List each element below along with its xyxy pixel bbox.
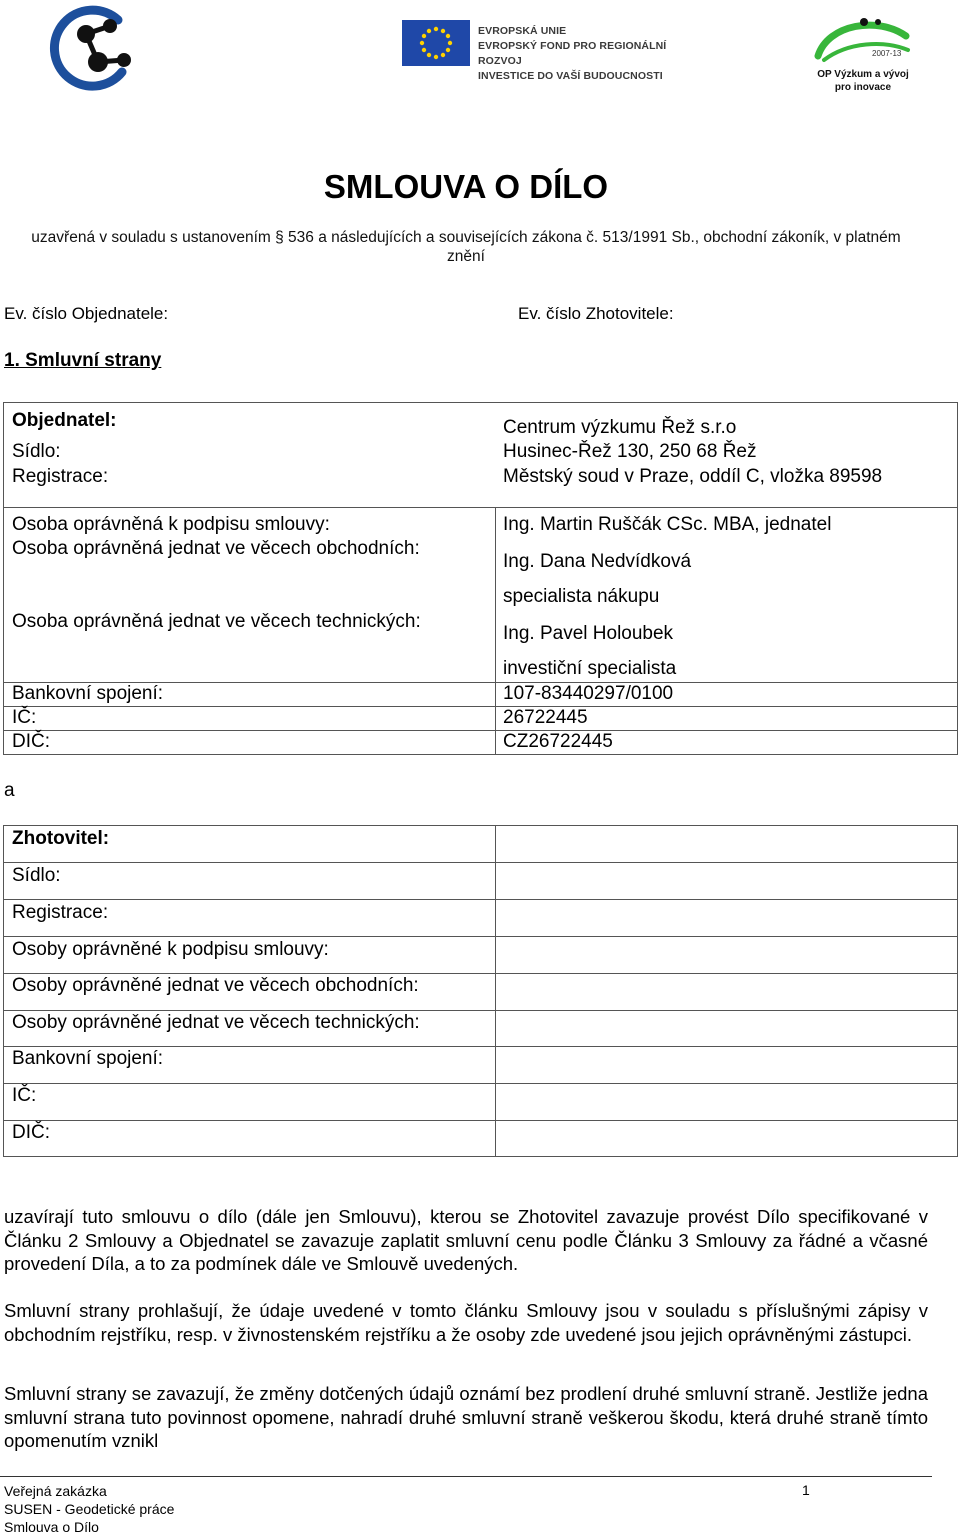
z-dic-label: DIČ: bbox=[12, 1122, 50, 1143]
row-divider bbox=[4, 862, 957, 863]
ev-number-objednatel: Ev. číslo Objednatele: bbox=[4, 304, 169, 323]
susen-logo bbox=[40, 4, 136, 94]
podpis-value: Ing. Martin Ruščák CSc. MBA, jednatel bbox=[503, 514, 832, 535]
row-divider bbox=[4, 706, 957, 707]
page-number: 1 bbox=[802, 1482, 810, 1498]
row-divider bbox=[4, 899, 957, 900]
row-divider bbox=[4, 973, 957, 974]
bank-label: Bankovní spojení: bbox=[12, 683, 164, 704]
registrace-value: Městský soud v Praze, oddíl C, vložka 89598 bbox=[503, 466, 883, 487]
row-divider bbox=[4, 507, 957, 508]
row-divider bbox=[4, 1046, 957, 1047]
objednatel-heading: Objednatel: bbox=[12, 410, 117, 431]
document-subtitle bbox=[0, 228, 932, 266]
dic-label: DIČ: bbox=[12, 731, 50, 752]
zhotovitel-table bbox=[3, 825, 958, 1157]
eu-text bbox=[478, 24, 682, 84]
obchod-label: Osoba oprávněná jednat ve věcech obchodních: bbox=[12, 538, 420, 559]
eu-flag-icon bbox=[402, 20, 470, 66]
bank-value: 107-83440297/0100 bbox=[503, 683, 674, 704]
podpis-label: Osoba oprávněná k podpisu smlouvy: bbox=[12, 514, 330, 535]
op-vavpi-logo bbox=[808, 16, 918, 96]
op-line: OP Výzkum a vývoj bbox=[817, 69, 909, 80]
tech-name: Ing. Pavel Holoubek bbox=[503, 623, 674, 644]
row-divider bbox=[4, 936, 957, 937]
section-heading: 1. Smluvní strany bbox=[4, 350, 162, 371]
objednatel-name: Centrum výzkumu Řež s.r.o bbox=[503, 417, 737, 438]
column-divider bbox=[495, 826, 496, 1156]
ev-number-zhotovitel: Ev. číslo Zhotovitele: bbox=[518, 304, 674, 323]
eu-fund-logo bbox=[402, 20, 682, 82]
z-obchod-label: Osoby oprávněné jednat ve věcech obchodních: bbox=[12, 975, 419, 996]
obchod-name: Ing. Dana Nedvídková bbox=[503, 551, 692, 572]
column-divider bbox=[495, 507, 496, 754]
op-line: pro inovace bbox=[834, 82, 892, 93]
eu-line: EVROPSKÝ FOND PRO REGIONÁLNÍ ROZVOJ bbox=[478, 40, 667, 67]
zhotovitel-heading: Zhotovitel: bbox=[12, 828, 110, 849]
footer-line-1: Veřejná zakázka bbox=[4, 1483, 107, 1499]
objednatel-table bbox=[3, 402, 958, 755]
row-divider bbox=[4, 730, 957, 731]
subtitle-line: uzavřená v souladu s ustanovením § 536 a následujících a souvisejících zákona č. 513/1991 Sb., obchodní zákoník, v platném bbox=[31, 229, 901, 246]
tech-role: investiční specialista bbox=[503, 658, 677, 679]
z-tech-label: Osoby oprávněné jednat ve věcech technických: bbox=[12, 1012, 420, 1033]
registrace-label: Registrace: bbox=[12, 466, 109, 487]
sidlo-value: Husinec-Řež 130, 250 68 Řež bbox=[503, 441, 757, 462]
footer-line-2: SUSEN - Geodetické práce bbox=[4, 1501, 175, 1517]
z-bank-label: Bankovní spojení: bbox=[12, 1048, 164, 1069]
z-sidlo-label: Sídlo: bbox=[12, 865, 61, 886]
row-divider bbox=[4, 1010, 957, 1011]
op-text bbox=[808, 68, 918, 94]
obchod-role: specialista nákupu bbox=[503, 586, 660, 607]
paragraph: Smluvní strany prohlašují, že údaje uvedené v tomto článku Smlouvy jsou v souladu s příslušnými zápisy v obchodním rejstříku, resp. v živnostenském rejstříku a že osoby zde uvedené jsou jejich oprávněnými zástupci. bbox=[4, 1300, 928, 1345]
tech-label: Osoba oprávněná jednat ve věcech technických: bbox=[12, 611, 421, 632]
op-swoosh-icon bbox=[808, 16, 918, 68]
row-divider bbox=[4, 1083, 957, 1084]
op-years: 2007-13 bbox=[872, 49, 902, 58]
ic-value: 26722445 bbox=[503, 707, 588, 728]
z-registrace-label: Registrace: bbox=[12, 902, 109, 923]
footer-divider bbox=[0, 1476, 932, 1477]
paragraph: uzavírají tuto smlouvu o dílo (dále jen Smlouvu), kterou se Zhotovitel zavazuje provést Dílo specifikované v Článku 2 Smlouvy a Objednatel se zavazuje zaplatit smluvní cenu podle Článku 3 Smlouvy za řádné a včasné provedení Díla, a to za podmínek dále ve Smlouvě uvedených. bbox=[4, 1206, 928, 1274]
z-podpis-label: Osoby oprávněné k podpisu smlouvy: bbox=[12, 939, 329, 960]
conjunction-a: a bbox=[4, 780, 15, 801]
footer-line-3: Smlouva o Dílo bbox=[4, 1519, 99, 1535]
paragraph: Smluvní strany se zavazují, že změny dotčených údajů oznámí bez prodlení druhé smluvní straně. Jestliže jedna smluvní strana tuto povinnost opomene, nahradí druhé smluvní straně veškerou škodu, která druhé straně tímto opomenutím vznikl bbox=[4, 1383, 928, 1451]
ic-label: IČ: bbox=[12, 707, 37, 728]
document-title: SMLOUVA O DÍLO bbox=[323, 168, 609, 205]
sidlo-label: Sídlo: bbox=[12, 441, 61, 462]
row-divider bbox=[4, 1120, 957, 1121]
eu-line: INVESTICE DO VAŠÍ BUDOUCNOSTI bbox=[478, 70, 663, 82]
dic-value: CZ26722445 bbox=[503, 731, 613, 752]
eu-line: EVROPSKÁ UNIE bbox=[478, 25, 567, 37]
subtitle-line: znění bbox=[447, 248, 485, 265]
z-ic-label: IČ: bbox=[12, 1085, 37, 1106]
